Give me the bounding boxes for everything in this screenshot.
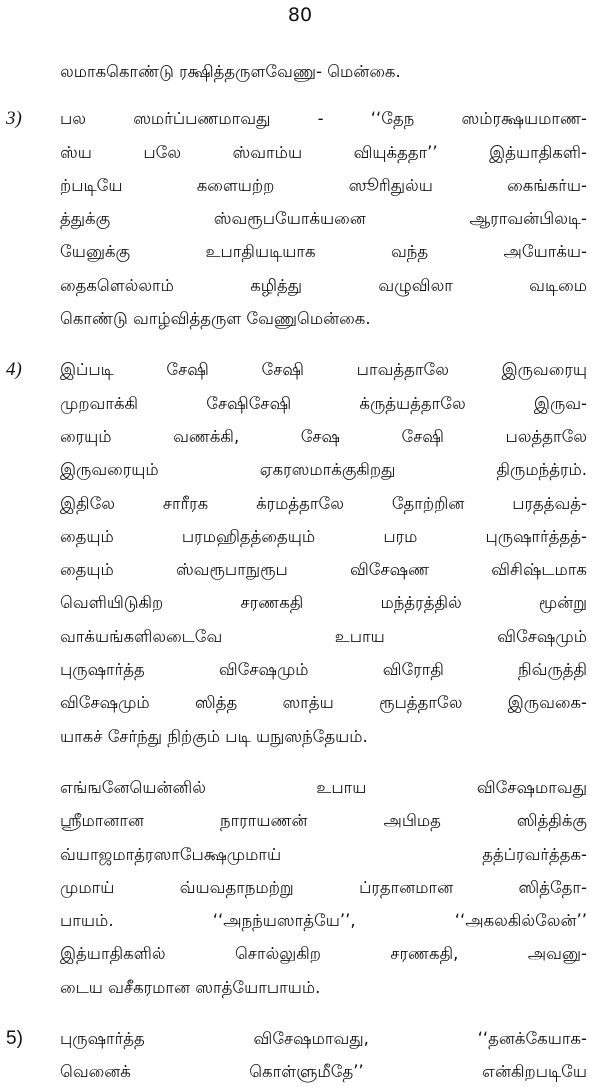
- text-line: முறவாக்கி சேஷிசேஷி க்ருத்யத்தாலே இருவ-: [60, 393, 587, 413]
- paragraph-3: [0, 102, 600, 335]
- text-line: டைய வசீகரமான ஸாத்யோபாயம்.: [60, 977, 321, 997]
- text-line: லமாககொண்டு ரக்ஷித்தருளவேணு- மென்கை.: [60, 62, 401, 81]
- text-line: த்துக்கு ஸ்வரூபயோக்யனை ஆராவன்பிலடி-: [60, 209, 587, 229]
- text-line: இத்யாதிகளில் சொல்லுகிற சரணகதி, அவனு-: [60, 944, 587, 964]
- paragraph-4: [0, 353, 600, 753]
- text-line: தையும் பரமஹிதத்தையும் பரம புருஷார்த்தத்-: [60, 526, 587, 546]
- text-line: ஸ்ய பலே ஸ்வாம்ய வியுக்ததா’’ இத்யாதிகளி-: [60, 142, 587, 162]
- text-line: இப்படி சேஷி சேஷி பாவத்தாலே இருவரையு: [60, 360, 587, 380]
- page-number: 80: [287, 4, 313, 26]
- paragraph-5: [0, 1022, 600, 1089]
- text-line: யாகச் சேர்ந்து நிற்கும் படி யநுஸந்தேயம்.: [60, 726, 368, 746]
- text-line: புருஷார்த்த விசேஷமும் விரோதி நிவ்ருத்தி: [60, 660, 587, 680]
- text-line: விசேஷமும் ஸித்த ஸாத்ய ரூபத்தாலே இருவகை-: [60, 693, 587, 713]
- paragraph-number: 5): [6, 1028, 23, 1050]
- paragraph-explanation: [0, 771, 600, 1004]
- paragraph-continuation: [0, 55, 600, 88]
- text-line: பல ஸமர்ப்பணமாவது - ‘‘தேந ஸம்ரக்ஷயமாண-: [60, 109, 587, 129]
- text-line: கொண்டு வாழ்வித்தருள வேணுமென்கை.: [60, 309, 371, 329]
- text-line: முமாய் வ்யவதாநமற்று ப்ரதானமான ஸித்தோ-: [60, 877, 587, 897]
- text-line: புருஷார்த்த விசேஷமாவது, ‘‘தனக்கேயாக-: [60, 1029, 587, 1049]
- text-line: ரையும் வணக்கி, சேஷ சேஷி பலத்தாலே: [60, 426, 587, 446]
- text-line: வாக்யங்களிலடைவே உபாய விசேஷமும்: [60, 626, 587, 646]
- page-body: [0, 55, 600, 1089]
- text-line: வெனைக் கொள்ளுமீதே’’ என்கிறபடியே: [60, 1062, 587, 1082]
- paragraph-number: 4): [6, 359, 22, 381]
- text-line: தைகளெல்லாம் கழித்து வழுவிலா வடிமை: [60, 275, 587, 295]
- text-line: யேனுக்கு உபாதியடியாக வந்த அயோக்ய-: [60, 242, 587, 262]
- text-line: பாயம். ‘‘அநந்யஸாத்யே’’, ‘‘அகலகில்லேன்’’: [60, 911, 587, 931]
- paragraph-number: 3): [6, 108, 22, 130]
- text-line: ஸ்ரீமானான நாராயணன் அபிமத ஸித்திக்கு: [60, 811, 587, 831]
- text-line: இதிலே சாரீரக க்ரமத்தாலே தோற்றின பரதத்வத்-: [60, 493, 587, 513]
- text-line: வெளியிடுகிற சரணகதி மந்த்ரத்தில் மூன்று: [60, 593, 587, 613]
- text-line: இருவரையும் ஏகரஸமாக்குகிறது திருமந்த்ரம்.: [60, 460, 587, 480]
- text-line: எங்ஙனேயென்னில் உபாய விசேஷமாவது: [60, 777, 587, 797]
- text-line: ற்படியே களையற்ற ஸூரிதுல்ய கைங்கர்ய-: [60, 175, 587, 195]
- text-line: தையும் ஸ்வரூபாநுரூப விசேஷண விசிஷ்டமாக: [60, 560, 587, 580]
- text-line: வ்யாஜமாத்ரஸாபேக்ஷமுமாய் தத்ப்ரவர்த்தக-: [60, 844, 587, 864]
